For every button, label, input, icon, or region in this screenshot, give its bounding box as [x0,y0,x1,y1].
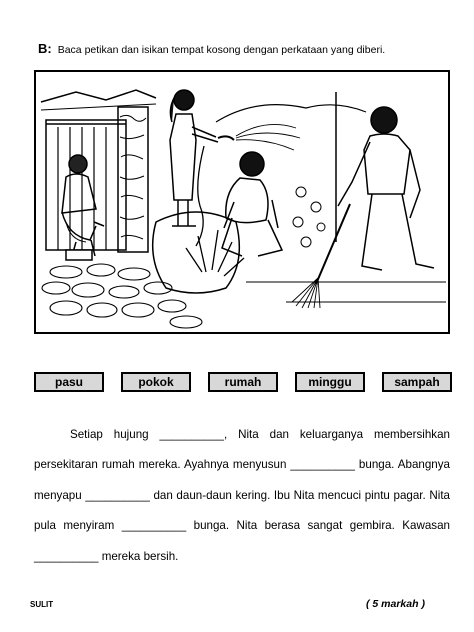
section-label: B: [38,41,52,56]
word-bank-item-minggu: minggu [295,372,365,392]
family-cleaning-house-illustration [34,70,450,334]
word-bank-item-sampah: sampah [382,372,452,392]
passage-paragraph: Setiap hujung __________, Nita dan keluarganya membersihkan persekitaran rumah mereka. Ayahnya menyusun __________ bunga. Abangnya menyapu __________ dan daun-daun kering. Ibu Nita mencuci pintu pagar. Nita pula menyiram __________ bunga. Nita berasa sangat gembira. Kawasan __________ mereka bersih. [34,428,450,563]
word-bank-item-pokok: pokok [121,372,191,392]
marks-label: ( 5 markah ) [366,598,425,610]
word-bank-item-rumah: rumah [208,372,278,392]
section-header [38,42,458,57]
word-bank-item-pasu: pasu [34,372,104,392]
word-bank [34,372,452,392]
passage [34,420,450,572]
footer-sulit: SULIT [30,600,54,609]
instruction-text: Baca petikan dan isikan tempat kosong dengan perkataan yang diberi. [57,44,386,56]
